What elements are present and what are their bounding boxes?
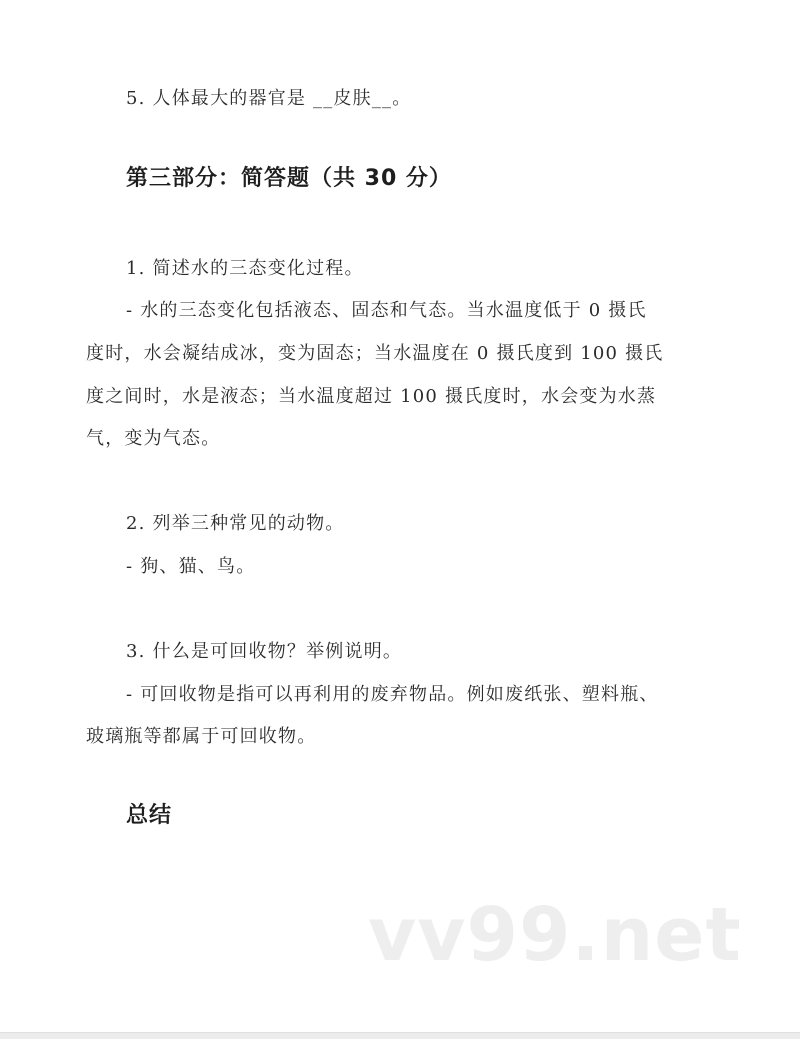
answer-2-line-1: - 狗、猫、鸟。 <box>126 556 256 577</box>
answer-1-line-2: 度时，水会凝结成冰，变为固态；当水温度在 0 摄氏度到 100 摄氏 <box>86 343 664 364</box>
question-1: 1. 简述水的三态变化过程。 <box>126 258 364 279</box>
answer-1-line-3: 度之间时，水是液态；当水温度超过 100 摄氏度时，水会变为水蒸 <box>86 386 657 407</box>
answer-1-line-1: - 水的三态变化包括液态、固态和气态。当水温度低于 0 摄氏 <box>126 300 647 321</box>
watermark: vv99.net <box>368 892 742 978</box>
page-bottom-edge <box>0 1032 800 1039</box>
section-3-title: 第三部分：简答题（共 30 分） <box>126 166 452 191</box>
answer-3-line-1: - 可回收物是指可以再利用的废弃物品。例如废纸张、塑料瓶、 <box>126 684 659 705</box>
summary-title: 总结 <box>126 803 173 828</box>
fill-in-item-5: 5. 人体最大的器官是 __皮肤__。 <box>126 88 412 109</box>
answer-3-line-2: 玻璃瓶等都属于可回收物。 <box>86 726 317 747</box>
question-3: 3. 什么是可回收物？举例说明。 <box>126 641 403 662</box>
answer-1-line-4: 气，变为气态。 <box>86 428 221 449</box>
question-2: 2. 列举三种常见的动物。 <box>126 513 345 534</box>
